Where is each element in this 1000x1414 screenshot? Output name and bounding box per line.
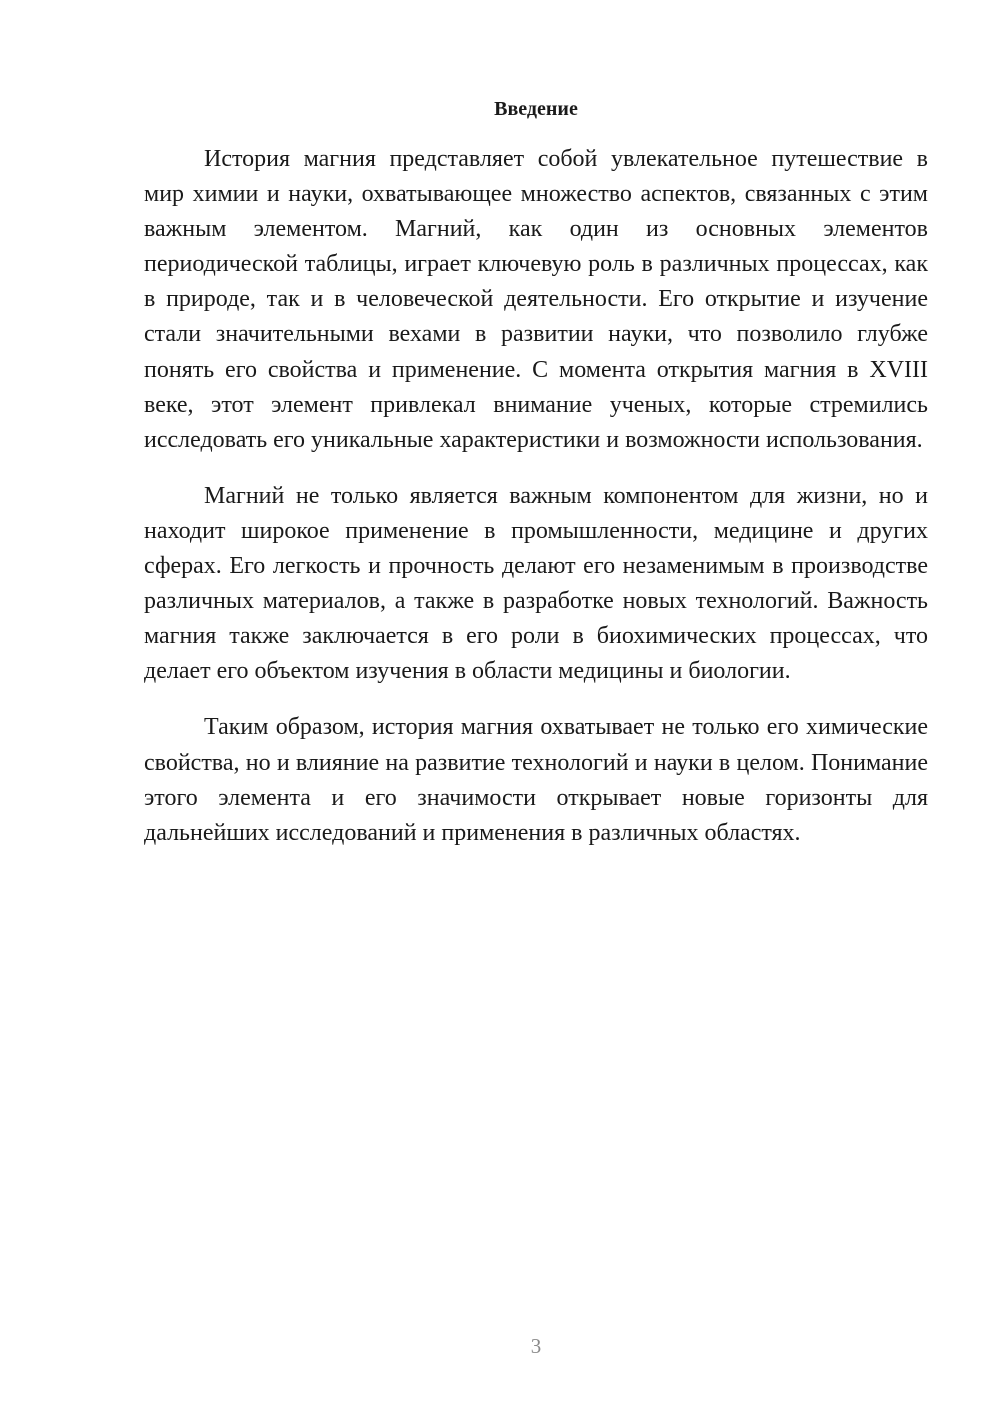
body-text [144, 142, 928, 851]
page-number: 3 [530, 1334, 542, 1358]
paragraph-3: Таким образом, история магния охватывает не только его химические свойства, но и влияние на развитие технологий и науки в целом. Понимание этого элемента и его значимости открывает новые горизонты для дальнейших исследований и применения в различных областях. [144, 714, 928, 846]
paragraph-2: Магний не только является важным компонентом для жизни, но и находит широкое применение в промышленности, медицине и других сферах. Его легкость и прочность делают его незаменимым в производстве различных материалов, а также в разработке новых технологий. Важность магния также заключается в его роли в биохимических процессах, что делает его объектом изучения в области медицины и биологии. [144, 482, 928, 685]
paragraph-1: История магния представляет собой увлекательное путешествие в мир химии и науки, охватывающее множество аспектов, связанных с этим важным элементом. Магний, как один из основных элементов периодической таблицы, играет ключевую роль в различных процессах, как в природе, так и в человеческой деятельности. Его открытие и изучение стали значительными вехами в развитии науки, что позволило глубже понять его свойства и применение. С момента открытия магния в XVIII веке, этот элемент привлекал внимание ученых, которые стремились исследовать его уникальные характеристики и возможности использования. [144, 146, 928, 453]
section-title: Введение [494, 98, 578, 120]
